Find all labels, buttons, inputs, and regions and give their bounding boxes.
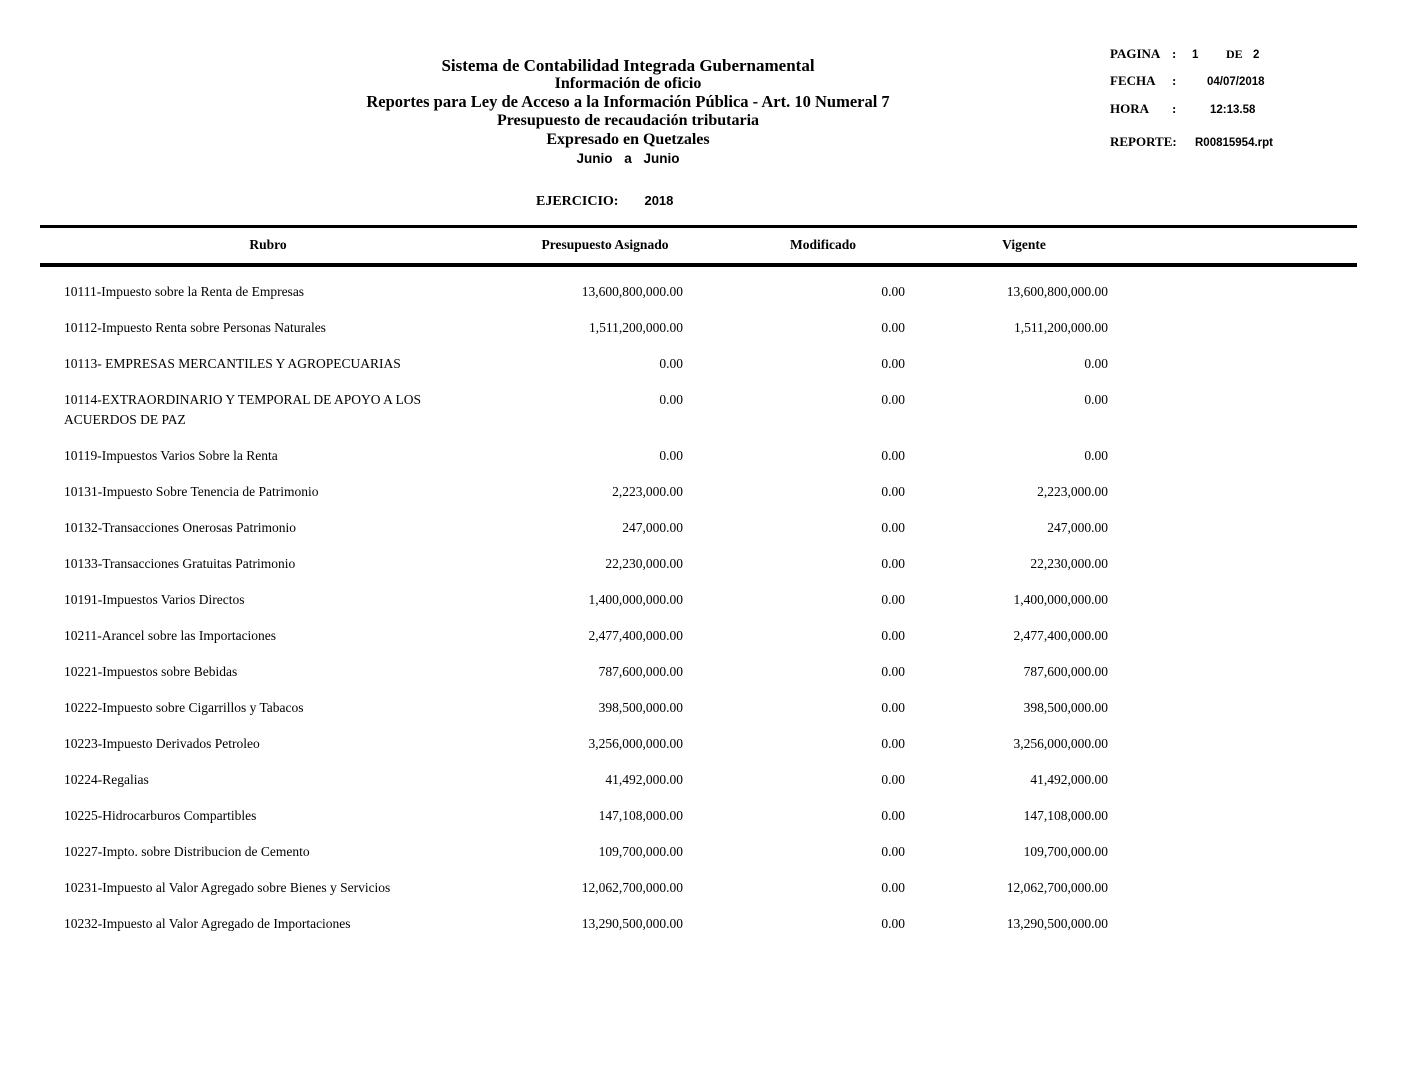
- table-row: [40, 734, 1357, 754]
- asignado-cell: 3,256,000,000.00: [588, 736, 683, 751]
- asignado-cell: 2,223,000.00: [612, 484, 683, 499]
- report-subtitle-presupuesto: Presupuesto de recaudación tributaria: [496, 112, 760, 129]
- modificado-cell: 0.00: [881, 284, 905, 299]
- vigente-cell: 22,230,000.00: [1030, 556, 1108, 571]
- ejercicio-value: 2018: [644, 193, 674, 208]
- asignado-cell: 0.00: [659, 356, 683, 371]
- rubro-cell: 10133-Transacciones Gratuitas Patrimonio: [64, 556, 296, 571]
- vigente-cell: 1,400,000,000.00: [1013, 592, 1108, 607]
- vigente-cell: 13,290,500,000.00: [1006, 916, 1108, 931]
- modificado-cell: 0.00: [881, 392, 905, 407]
- reporte-label: REPORTE:: [1110, 134, 1177, 149]
- vigente-cell: 0.00: [1084, 392, 1108, 407]
- fecha-colon: :: [1172, 73, 1177, 88]
- asignado-cell: 247,000.00: [622, 520, 683, 535]
- asignado-cell: 0.00: [659, 448, 683, 463]
- pagina-label: PAGINA: [1110, 46, 1161, 61]
- rubro-cell: 10111-Impuesto sobre la Renta de Empresas: [64, 284, 305, 299]
- report-subtitle-oficio: Información de oficio: [554, 75, 702, 92]
- report-subtitle-quetzales: Expresado en Quetzales: [546, 131, 710, 148]
- vigente-cell: 398,500,000.00: [1023, 700, 1108, 715]
- table-row: [40, 590, 1357, 610]
- rubro-cell: 10222-Impuesto sobre Cigarrillos y Tabacos: [64, 700, 304, 715]
- hora-value: 12:13.58: [1210, 104, 1256, 116]
- fecha-value: 04/07/2018: [1207, 76, 1265, 88]
- vigente-cell: 0.00: [1084, 448, 1108, 463]
- table-row: [40, 878, 1357, 898]
- hora-label: HORA: [1110, 101, 1149, 116]
- vigente-cell: 787,600,000.00: [1023, 664, 1108, 679]
- modificado-cell: 0.00: [881, 320, 905, 335]
- asignado-cell: 1,400,000,000.00: [588, 592, 683, 607]
- asignado-cell: 1,511,200,000.00: [589, 320, 683, 335]
- table-row: [40, 554, 1357, 574]
- ejercicio-row: [536, 193, 673, 210]
- budget-table: [40, 225, 1357, 950]
- asignado-cell: 398,500,000.00: [598, 700, 683, 715]
- table-row: [40, 842, 1357, 862]
- table-header-row: [40, 228, 1357, 263]
- reporte-value: R00815954.rpt: [1195, 137, 1273, 149]
- asignado-cell: 41,492,000.00: [605, 772, 683, 787]
- modificado-cell: 0.00: [881, 356, 905, 371]
- modificado-cell: 0.00: [881, 916, 905, 931]
- rubro-cell: 10114-EXTRAORDINARIO Y TEMPORAL DE APOYO A LOS ACUERDOS DE PAZ: [64, 392, 422, 427]
- asignado-cell: 2,477,400,000.00: [588, 628, 683, 643]
- vigente-cell: 247,000.00: [1047, 520, 1108, 535]
- table-row: [40, 354, 1357, 374]
- rubro-cell: 10227-Impto. sobre Distribucion de Cemento: [64, 844, 310, 859]
- modificado-cell: 0.00: [881, 700, 905, 715]
- asignado-cell: 787,600,000.00: [598, 664, 683, 679]
- pagina-de-value: 2: [1253, 49, 1260, 61]
- vigente-cell: 12,062,700,000.00: [1006, 880, 1108, 895]
- modificado-cell: 0.00: [881, 556, 905, 571]
- vigente-cell: 0.00: [1084, 356, 1108, 371]
- rubro-cell: 10119-Impuestos Varios Sobre la Renta: [64, 448, 278, 463]
- vigente-cell: 2,223,000.00: [1037, 484, 1108, 499]
- modificado-cell: 0.00: [881, 844, 905, 859]
- rubro-cell: 10112-Impuesto Renta sobre Personas Naturales: [64, 320, 326, 335]
- table-body: [40, 267, 1357, 934]
- modificado-cell: 0.00: [881, 592, 905, 607]
- table-row: [40, 806, 1357, 826]
- ejercicio-label: EJERCICIO:: [536, 194, 619, 209]
- column-header-asignado: Presupuesto Asignado: [541, 237, 669, 252]
- modificado-cell: 0.00: [881, 628, 905, 643]
- table-row: [40, 318, 1357, 338]
- asignado-cell: 147,108,000.00: [598, 808, 683, 823]
- pagina-colon: :: [1172, 46, 1177, 61]
- vigente-cell: 1,511,200,000.00: [1014, 320, 1108, 335]
- modificado-cell: 0.00: [881, 484, 905, 499]
- meta-reporte-row: [1110, 134, 1400, 151]
- modificado-cell: 0.00: [881, 808, 905, 823]
- fecha-label: FECHA: [1110, 73, 1156, 88]
- rubro-cell: 10225-Hidrocarburos Compartibles: [64, 808, 257, 823]
- vigente-cell: 2,477,400,000.00: [1013, 628, 1108, 643]
- hora-colon: :: [1172, 101, 1177, 116]
- vigente-cell: 147,108,000.00: [1023, 808, 1108, 823]
- table-row: [40, 282, 1357, 302]
- rubro-cell: 10221-Impuestos sobre Bebidas: [64, 664, 238, 679]
- modificado-cell: 0.00: [881, 880, 905, 895]
- vigente-cell: 109,700,000.00: [1023, 844, 1108, 859]
- asignado-cell: 13,290,500,000.00: [581, 916, 683, 931]
- asignado-cell: 22,230,000.00: [605, 556, 683, 571]
- vigente-cell: 3,256,000,000.00: [1013, 736, 1108, 751]
- table-row: [40, 698, 1357, 718]
- table-row: [40, 770, 1357, 790]
- asignado-cell: 0.00: [659, 392, 683, 407]
- column-header-rubro: Rubro: [249, 237, 287, 252]
- column-header-vigente: Vigente: [1002, 237, 1046, 252]
- rubro-cell: 10191-Impuestos Varios Directos: [64, 592, 245, 607]
- table-row: [40, 390, 1357, 430]
- vigente-cell: 41,492,000.00: [1030, 772, 1108, 787]
- rubro-cell: 10113- EMPRESAS MERCANTILES Y AGROPECUARIAS: [64, 356, 401, 371]
- report-period: Junio a Junio: [576, 151, 680, 166]
- meta-hora-row: [1110, 101, 1400, 118]
- column-header-modificado: Modificado: [790, 237, 856, 252]
- asignado-cell: 13,600,800,000.00: [581, 284, 683, 299]
- table-row: [40, 914, 1357, 934]
- table-row: [40, 446, 1357, 466]
- modificado-cell: 0.00: [881, 448, 905, 463]
- meta-fecha-row: [1110, 73, 1400, 90]
- rubro-cell: 10231-Impuesto al Valor Agregado sobre Bienes y Servicios: [64, 880, 391, 895]
- report-system-title: Sistema de Contabilidad Integrada Gubernamental: [441, 56, 815, 75]
- rubro-cell: 10223-Impuesto Derivados Petroleo: [64, 736, 260, 751]
- report-meta-block: [1110, 46, 1400, 151]
- rubro-cell: 10132-Transacciones Onerosas Patrimonio: [64, 520, 296, 535]
- rubro-cell: 10131-Impuesto Sobre Tenencia de Patrimonio: [64, 484, 319, 499]
- asignado-cell: 12,062,700,000.00: [581, 880, 683, 895]
- report-title-block: [0, 56, 1256, 168]
- rubro-cell: 10232-Impuesto al Valor Agregado de Importaciones: [64, 916, 351, 931]
- pagina-de-label: DE: [1226, 47, 1243, 61]
- report-subtitle-ley: Reportes para Ley de Acceso a la Información Pública - Art. 10 Numeral 7: [366, 92, 890, 111]
- modificado-cell: 0.00: [881, 520, 905, 535]
- modificado-cell: 0.00: [881, 664, 905, 679]
- asignado-cell: 109,700,000.00: [598, 844, 683, 859]
- rubro-cell: 10224-Regalias: [64, 772, 149, 787]
- table-row: [40, 626, 1357, 646]
- table-row: [40, 482, 1357, 502]
- table-row: [40, 662, 1357, 682]
- meta-pagina-row: [1110, 46, 1400, 63]
- rubro-cell: 10211-Arancel sobre las Importaciones: [64, 628, 277, 643]
- table-row: [40, 518, 1357, 538]
- pagina-value: 1: [1192, 49, 1199, 61]
- vigente-cell: 13,600,800,000.00: [1006, 284, 1108, 299]
- modificado-cell: 0.00: [881, 736, 905, 751]
- modificado-cell: 0.00: [881, 772, 905, 787]
